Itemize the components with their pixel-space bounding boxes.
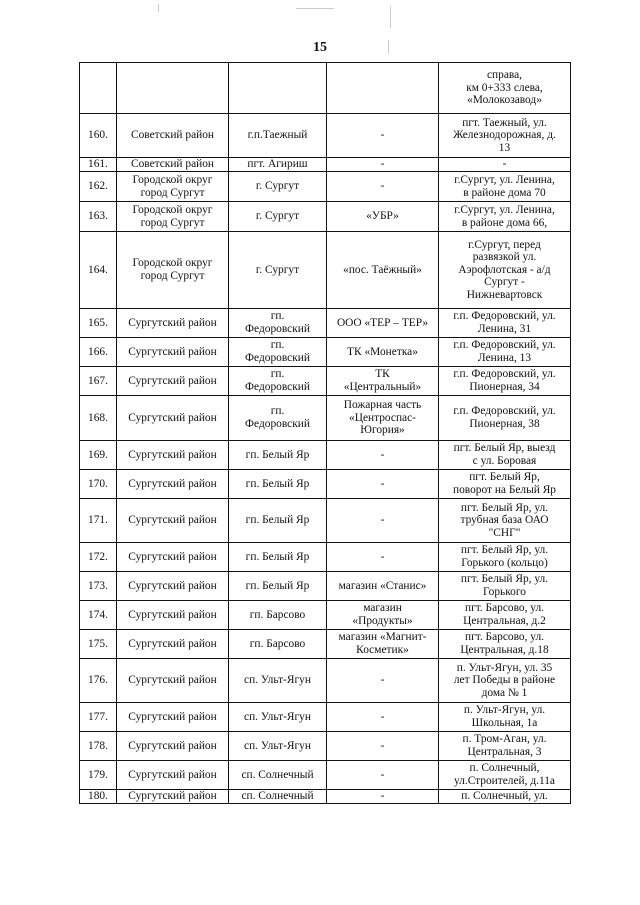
cell-object: - xyxy=(327,703,439,732)
cell-number: 175. xyxy=(80,630,117,659)
cell-address: пгт. Белый Яр, ул. трубная база ОАО "СНГ" xyxy=(439,499,571,543)
cell-settlement: гп. Федоровский xyxy=(229,338,327,367)
cell-settlement: сп. Ульт-Ягун xyxy=(229,703,327,732)
cell-district: Сургутский район xyxy=(117,790,229,804)
cell-district: Сургутский район xyxy=(117,761,229,790)
table-row xyxy=(80,790,571,804)
cell-object: ТК «Центральный» xyxy=(327,367,439,396)
table-row xyxy=(80,732,571,761)
cell-settlement: пгт. Агириш xyxy=(229,158,327,172)
cell-address: пгт. Барсово, ул. Центральная, д.2 xyxy=(439,601,571,630)
cell-settlement: сп. Солнечный xyxy=(229,761,327,790)
cell-object: - xyxy=(327,659,439,703)
cell-object: - xyxy=(327,441,439,470)
cell-district: Советский район xyxy=(117,158,229,172)
cell-number: 161. xyxy=(80,158,117,172)
table-row xyxy=(80,601,571,630)
cell-district: Сургутский район xyxy=(117,703,229,732)
table-row xyxy=(80,309,571,338)
cell-district: Городской округ город Сургут xyxy=(117,232,229,309)
cell-settlement: гп. Белый Яр xyxy=(229,543,327,572)
cell-object: Пожарная часть «Центроспас- Югория» xyxy=(327,396,439,441)
settlements-table xyxy=(79,62,571,804)
cell-settlement: гп. Белый Яр xyxy=(229,499,327,543)
scan-artifact xyxy=(296,8,334,9)
cell-object: ТК «Монетка» xyxy=(327,338,439,367)
cell-number: 164. xyxy=(80,232,117,309)
cell-number: 178. xyxy=(80,732,117,761)
cell-address: п. Ульт-Ягун, ул. 35 лет Победы в районе дома № 1 xyxy=(439,659,571,703)
cell-district: Городской округ город Сургут xyxy=(117,172,229,202)
cell-address: пгт. Барсово, ул. Центральная, д.18 xyxy=(439,630,571,659)
cell-number: 172. xyxy=(80,543,117,572)
cell-object: - xyxy=(327,543,439,572)
cell-settlement: г.п.Таежный xyxy=(229,114,327,158)
cell-number: 168. xyxy=(80,396,117,441)
table-row xyxy=(80,630,571,659)
cell-address: г.п. Федоровский, ул. Ленина, 13 xyxy=(439,338,571,367)
cell-object xyxy=(327,63,439,114)
table-row xyxy=(80,761,571,790)
table-row xyxy=(80,367,571,396)
cell-object: - xyxy=(327,732,439,761)
cell-object: «УБР» xyxy=(327,202,439,232)
cell-address: пгт. Белый Яр, выезд с ул. Боровая xyxy=(439,441,571,470)
table-row xyxy=(80,114,571,158)
cell-object: магазин «Магнит- Косметик» xyxy=(327,630,439,659)
cell-settlement: гп. Белый Яр xyxy=(229,470,327,499)
cell-number: 170. xyxy=(80,470,117,499)
cell-settlement: гп. Барсово xyxy=(229,601,327,630)
cell-settlement: г. Сургут xyxy=(229,202,327,232)
cell-district: Сургутский район xyxy=(117,630,229,659)
cell-address: г.Сургут, ул. Ленина, в районе дома 70 xyxy=(439,172,571,202)
cell-address: пгт. Белый Яр, ул. Горького xyxy=(439,572,571,601)
cell-settlement: г. Сургут xyxy=(229,172,327,202)
table-row xyxy=(80,158,571,172)
cell-address: г.Сургут, перед развязкой ул. Аэрофлотская - а/д Сургут - Нижневартовск xyxy=(439,232,571,309)
cell-settlement: гп. Федоровский xyxy=(229,367,327,396)
cell-address: п. Солнечный, ул. xyxy=(439,790,571,804)
cell-settlement: гп. Белый Яр xyxy=(229,441,327,470)
cell-object: - xyxy=(327,499,439,543)
cell-address: г.Сургут, ул. Ленина, в районе дома 66, xyxy=(439,202,571,232)
cell-settlement: гп. Федоровский xyxy=(229,309,327,338)
cell-object: «пос. Таёжный» xyxy=(327,232,439,309)
table-row xyxy=(80,202,571,232)
cell-address: пгт. Белый Яр, ул. Горького (кольцо) xyxy=(439,543,571,572)
cell-object: - xyxy=(327,470,439,499)
cell-address: п. Тром-Аган, ул. Центральная, 3 xyxy=(439,732,571,761)
cell-object: - xyxy=(327,761,439,790)
cell-settlement: гп. Федоровский xyxy=(229,396,327,441)
cell-district: Советский район xyxy=(117,114,229,158)
cell-object: - xyxy=(327,790,439,804)
cell-number: 180. xyxy=(80,790,117,804)
table-row xyxy=(80,470,571,499)
table-row xyxy=(80,396,571,441)
cell-object: ООО «ТЕР – ТЕР» xyxy=(327,309,439,338)
cell-district: Сургутский район xyxy=(117,309,229,338)
cell-address: г.п. Федоровский, ул. Пионерная, 34 xyxy=(439,367,571,396)
cell-settlement: г. Сургут xyxy=(229,232,327,309)
cell-number: 162. xyxy=(80,172,117,202)
cell-number: 165. xyxy=(80,309,117,338)
cell-object: - xyxy=(327,172,439,202)
table-row xyxy=(80,659,571,703)
table-row xyxy=(80,703,571,732)
cell-district: Сургутский район xyxy=(117,441,229,470)
table-row xyxy=(80,232,571,309)
table-row xyxy=(80,441,571,470)
cell-number: 171. xyxy=(80,499,117,543)
table-row xyxy=(80,572,571,601)
cell-object: - xyxy=(327,114,439,158)
cell-settlement xyxy=(229,63,327,114)
table-row xyxy=(80,543,571,572)
cell-number: 173. xyxy=(80,572,117,601)
cell-number: 166. xyxy=(80,338,117,367)
cell-number: 174. xyxy=(80,601,117,630)
cell-settlement: сп. Ульт-Ягун xyxy=(229,659,327,703)
table-row xyxy=(80,172,571,202)
cell-address: п. Ульт-Ягун, ул. Школьная, 1а xyxy=(439,703,571,732)
cell-address: г.п. Федоровский, ул. Ленина, 31 xyxy=(439,309,571,338)
cell-object: магазин «Продукты» xyxy=(327,601,439,630)
scan-artifact xyxy=(388,40,389,54)
scan-artifact xyxy=(158,4,159,12)
cell-district xyxy=(117,63,229,114)
cell-district: Городской округ город Сургут xyxy=(117,202,229,232)
cell-district: Сургутский район xyxy=(117,572,229,601)
cell-district: Сургутский район xyxy=(117,543,229,572)
cell-address: пгт. Белый Яр, поворот на Белый Яр xyxy=(439,470,571,499)
cell-settlement: сп. Солнечный xyxy=(229,790,327,804)
cell-district: Сургутский район xyxy=(117,659,229,703)
page-number: 15 xyxy=(313,40,327,55)
cell-number xyxy=(80,63,117,114)
cell-district: Сургутский район xyxy=(117,396,229,441)
cell-number: 177. xyxy=(80,703,117,732)
table-row xyxy=(80,63,571,114)
cell-object: магазин «Станис» xyxy=(327,572,439,601)
cell-object: - xyxy=(327,158,439,172)
cell-number: 176. xyxy=(80,659,117,703)
cell-settlement: сп. Ульт-Ягун xyxy=(229,732,327,761)
cell-address: справа, км 0+333 слева, «Молокозавод» xyxy=(439,63,571,114)
cell-district: Сургутский район xyxy=(117,338,229,367)
cell-address: пгт. Таежный, ул. Железнодорожная, д. 13 xyxy=(439,114,571,158)
cell-district: Сургутский район xyxy=(117,499,229,543)
table-row xyxy=(80,338,571,367)
table-body xyxy=(80,63,571,804)
cell-number: 160. xyxy=(80,114,117,158)
cell-district: Сургутский район xyxy=(117,367,229,396)
cell-address: п. Солнечный, ул.Строителей, д.11а xyxy=(439,761,571,790)
cell-address: г.п. Федоровский, ул. Пионерная, 38 xyxy=(439,396,571,441)
cell-number: 163. xyxy=(80,202,117,232)
cell-district: Сургутский район xyxy=(117,732,229,761)
scan-artifact xyxy=(390,6,391,28)
cell-settlement: гп. Белый Яр xyxy=(229,572,327,601)
cell-address: - xyxy=(439,158,571,172)
cell-district: Сургутский район xyxy=(117,470,229,499)
cell-district: Сургутский район xyxy=(117,601,229,630)
cell-settlement: гп. Барсово xyxy=(229,630,327,659)
cell-number: 169. xyxy=(80,441,117,470)
table-row xyxy=(80,499,571,543)
cell-number: 179. xyxy=(80,761,117,790)
cell-number: 167. xyxy=(80,367,117,396)
